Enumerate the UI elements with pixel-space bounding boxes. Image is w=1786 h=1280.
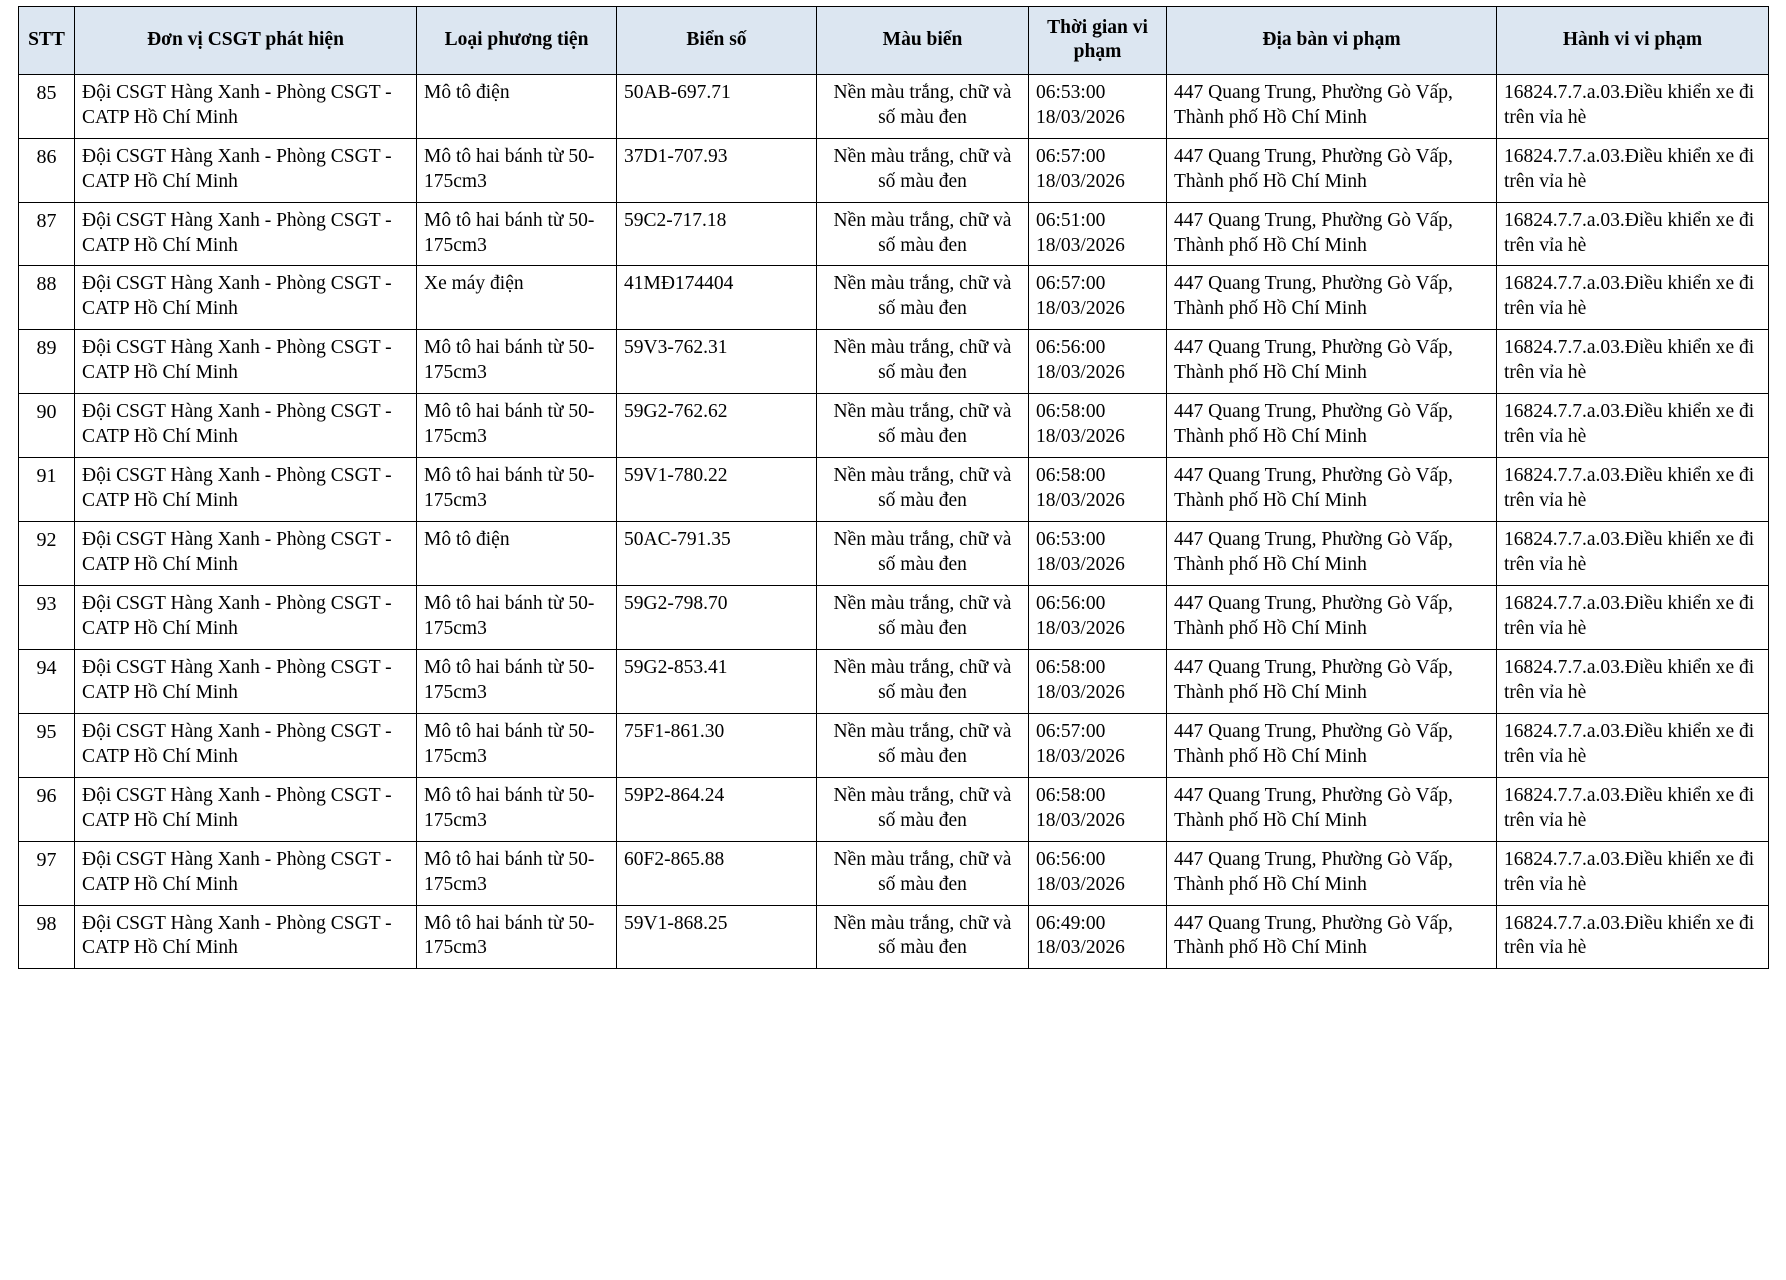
cell-stt: 89 [19,330,75,394]
table-row [19,202,1769,266]
cell-violation-behavior: 16824.7.7.a.03.Điều khiển xe đi trên vỉa hè [1497,202,1769,266]
cell-violation-time: 06:53:00 18/03/2026 [1029,74,1167,138]
cell-violation-behavior: 16824.7.7.a.03.Điều khiển xe đi trên vỉa hè [1497,266,1769,330]
cell-plate-number: 60F2-865.88 [617,841,817,905]
cell-violation-behavior: 16824.7.7.a.03.Điều khiển xe đi trên vỉa hè [1497,138,1769,202]
table-row [19,458,1769,522]
cell-vehicle-type: Mô tô hai bánh từ 50-175cm3 [417,841,617,905]
cell-stt: 94 [19,649,75,713]
table-header-row [19,7,1769,75]
cell-plate-number: 59V1-780.22 [617,458,817,522]
cell-violation-location: 447 Quang Trung, Phường Gò Vấp, Thành phố Hồ Chí Minh [1167,458,1497,522]
table-header [19,7,1769,75]
cell-unit: Đội CSGT Hàng Xanh - Phòng CSGT - CATP Hồ Chí Minh [75,394,417,458]
cell-violation-time: 06:57:00 18/03/2026 [1029,713,1167,777]
cell-violation-behavior: 16824.7.7.a.03.Điều khiển xe đi trên vỉa hè [1497,713,1769,777]
table-row [19,138,1769,202]
cell-stt: 98 [19,905,75,969]
cell-violation-location: 447 Quang Trung, Phường Gò Vấp, Thành phố Hồ Chí Minh [1167,649,1497,713]
cell-plate-number: 75F1-861.30 [617,713,817,777]
cell-unit: Đội CSGT Hàng Xanh - Phòng CSGT - CATP Hồ Chí Minh [75,458,417,522]
table-row [19,841,1769,905]
cell-violation-location: 447 Quang Trung, Phường Gò Vấp, Thành phố Hồ Chí Minh [1167,905,1497,969]
cell-violation-behavior: 16824.7.7.a.03.Điều khiển xe đi trên vỉa hè [1497,586,1769,650]
cell-plate-number: 59C2-717.18 [617,202,817,266]
cell-plate-number: 59P2-864.24 [617,777,817,841]
cell-plate-color: Nền màu trắng, chữ và số màu đen [817,586,1029,650]
cell-stt: 86 [19,138,75,202]
column-header-vehicle-type: Loại phương tiện [417,7,617,75]
column-header-stt: STT [19,7,75,75]
cell-violation-time: 06:57:00 18/03/2026 [1029,138,1167,202]
cell-violation-location: 447 Quang Trung, Phường Gò Vấp, Thành phố Hồ Chí Minh [1167,138,1497,202]
cell-plate-color: Nền màu trắng, chữ và số màu đen [817,266,1029,330]
cell-violation-location: 447 Quang Trung, Phường Gò Vấp, Thành phố Hồ Chí Minh [1167,586,1497,650]
cell-plate-color: Nền màu trắng, chữ và số màu đen [817,202,1029,266]
violations-table [18,6,1769,969]
cell-violation-time: 06:56:00 18/03/2026 [1029,330,1167,394]
cell-plate-number: 41MĐ174404 [617,266,817,330]
cell-stt: 93 [19,586,75,650]
cell-unit: Đội CSGT Hàng Xanh - Phòng CSGT - CATP Hồ Chí Minh [75,202,417,266]
cell-stt: 97 [19,841,75,905]
cell-violation-time: 06:58:00 18/03/2026 [1029,649,1167,713]
cell-violation-time: 06:58:00 18/03/2026 [1029,458,1167,522]
cell-vehicle-type: Mô tô hai bánh từ 50-175cm3 [417,138,617,202]
cell-violation-behavior: 16824.7.7.a.03.Điều khiển xe đi trên vỉa hè [1497,458,1769,522]
cell-violation-behavior: 16824.7.7.a.03.Điều khiển xe đi trên vỉa hè [1497,777,1769,841]
cell-vehicle-type: Mô tô hai bánh từ 50-175cm3 [417,586,617,650]
cell-violation-location: 447 Quang Trung, Phường Gò Vấp, Thành phố Hồ Chí Minh [1167,841,1497,905]
cell-violation-behavior: 16824.7.7.a.03.Điều khiển xe đi trên vỉa hè [1497,522,1769,586]
cell-plate-color: Nền màu trắng, chữ và số màu đen [817,522,1029,586]
cell-plate-number: 59V3-762.31 [617,330,817,394]
table-row [19,74,1769,138]
cell-plate-color: Nền màu trắng, chữ và số màu đen [817,649,1029,713]
cell-plate-color: Nền màu trắng, chữ và số màu đen [817,713,1029,777]
cell-plate-color: Nền màu trắng, chữ và số màu đen [817,138,1029,202]
cell-unit: Đội CSGT Hàng Xanh - Phòng CSGT - CATP Hồ Chí Minh [75,74,417,138]
cell-stt: 92 [19,522,75,586]
cell-plate-color: Nền màu trắng, chữ và số màu đen [817,777,1029,841]
cell-stt: 96 [19,777,75,841]
cell-stt: 85 [19,74,75,138]
cell-violation-location: 447 Quang Trung, Phường Gò Vấp, Thành phố Hồ Chí Minh [1167,713,1497,777]
cell-vehicle-type: Mô tô hai bánh từ 50-175cm3 [417,458,617,522]
cell-unit: Đội CSGT Hàng Xanh - Phòng CSGT - CATP Hồ Chí Minh [75,266,417,330]
cell-plate-color: Nền màu trắng, chữ và số màu đen [817,458,1029,522]
cell-violation-behavior: 16824.7.7.a.03.Điều khiển xe đi trên vỉa hè [1497,905,1769,969]
cell-violation-time: 06:51:00 18/03/2026 [1029,202,1167,266]
cell-plate-number: 59V1-868.25 [617,905,817,969]
table-body [19,74,1769,969]
cell-unit: Đội CSGT Hàng Xanh - Phòng CSGT - CATP Hồ Chí Minh [75,330,417,394]
cell-unit: Đội CSGT Hàng Xanh - Phòng CSGT - CATP Hồ Chí Minh [75,905,417,969]
cell-plate-color: Nền màu trắng, chữ và số màu đen [817,330,1029,394]
cell-violation-location: 447 Quang Trung, Phường Gò Vấp, Thành phố Hồ Chí Minh [1167,394,1497,458]
cell-stt: 90 [19,394,75,458]
cell-plate-number: 59G2-762.62 [617,394,817,458]
cell-violation-behavior: 16824.7.7.a.03.Điều khiển xe đi trên vỉa hè [1497,841,1769,905]
cell-violation-time: 06:58:00 18/03/2026 [1029,394,1167,458]
column-header-violation-location: Địa bàn vi phạm [1167,7,1497,75]
column-header-unit: Đơn vị CSGT phát hiện [75,7,417,75]
column-header-violation-time: Thời gian vi phạm [1029,7,1167,75]
cell-violation-location: 447 Quang Trung, Phường Gò Vấp, Thành phố Hồ Chí Minh [1167,777,1497,841]
cell-violation-time: 06:56:00 18/03/2026 [1029,586,1167,650]
table-row [19,905,1769,969]
cell-violation-time: 06:56:00 18/03/2026 [1029,841,1167,905]
cell-violation-time: 06:53:00 18/03/2026 [1029,522,1167,586]
cell-vehicle-type: Mô tô hai bánh từ 50-175cm3 [417,394,617,458]
table-row [19,266,1769,330]
cell-unit: Đội CSGT Hàng Xanh - Phòng CSGT - CATP Hồ Chí Minh [75,649,417,713]
cell-plate-number: 37D1-707.93 [617,138,817,202]
cell-violation-behavior: 16824.7.7.a.03.Điều khiển xe đi trên vỉa hè [1497,649,1769,713]
cell-plate-number: 50AC-791.35 [617,522,817,586]
cell-stt: 95 [19,713,75,777]
cell-violation-behavior: 16824.7.7.a.03.Điều khiển xe đi trên vỉa hè [1497,74,1769,138]
table-row [19,713,1769,777]
table-row [19,330,1769,394]
cell-unit: Đội CSGT Hàng Xanh - Phòng CSGT - CATP Hồ Chí Minh [75,138,417,202]
cell-vehicle-type: Mô tô hai bánh từ 50-175cm3 [417,330,617,394]
cell-violation-time: 06:58:00 18/03/2026 [1029,777,1167,841]
cell-violation-location: 447 Quang Trung, Phường Gò Vấp, Thành phố Hồ Chí Minh [1167,202,1497,266]
table-row [19,586,1769,650]
cell-stt: 91 [19,458,75,522]
table-row [19,649,1769,713]
cell-vehicle-type: Mô tô hai bánh từ 50-175cm3 [417,905,617,969]
cell-violation-behavior: 16824.7.7.a.03.Điều khiển xe đi trên vỉa hè [1497,330,1769,394]
cell-vehicle-type: Mô tô điện [417,522,617,586]
cell-violation-location: 447 Quang Trung, Phường Gò Vấp, Thành phố Hồ Chí Minh [1167,330,1497,394]
cell-vehicle-type: Mô tô hai bánh từ 50-175cm3 [417,713,617,777]
cell-violation-location: 447 Quang Trung, Phường Gò Vấp, Thành phố Hồ Chí Minh [1167,522,1497,586]
table-row [19,522,1769,586]
cell-violation-location: 447 Quang Trung, Phường Gò Vấp, Thành phố Hồ Chí Minh [1167,74,1497,138]
column-header-plate-color: Màu biển [817,7,1029,75]
cell-unit: Đội CSGT Hàng Xanh - Phòng CSGT - CATP Hồ Chí Minh [75,713,417,777]
cell-plate-number: 59G2-853.41 [617,649,817,713]
cell-vehicle-type: Mô tô điện [417,74,617,138]
table-row [19,394,1769,458]
cell-unit: Đội CSGT Hàng Xanh - Phòng CSGT - CATP Hồ Chí Minh [75,522,417,586]
cell-stt: 87 [19,202,75,266]
cell-stt: 88 [19,266,75,330]
cell-unit: Đội CSGT Hàng Xanh - Phòng CSGT - CATP Hồ Chí Minh [75,777,417,841]
cell-vehicle-type: Mô tô hai bánh từ 50-175cm3 [417,777,617,841]
cell-violation-time: 06:49:00 18/03/2026 [1029,905,1167,969]
cell-vehicle-type: Mô tô hai bánh từ 50-175cm3 [417,649,617,713]
cell-vehicle-type: Mô tô hai bánh từ 50-175cm3 [417,202,617,266]
cell-unit: Đội CSGT Hàng Xanh - Phòng CSGT - CATP Hồ Chí Minh [75,841,417,905]
cell-plate-color: Nền màu trắng, chữ và số màu đen [817,905,1029,969]
cell-unit: Đội CSGT Hàng Xanh - Phòng CSGT - CATP Hồ Chí Minh [75,586,417,650]
cell-plate-color: Nền màu trắng, chữ và số màu đen [817,394,1029,458]
cell-plate-color: Nền màu trắng, chữ và số màu đen [817,841,1029,905]
cell-violation-behavior: 16824.7.7.a.03.Điều khiển xe đi trên vỉa hè [1497,394,1769,458]
cell-plate-number: 59G2-798.70 [617,586,817,650]
cell-violation-time: 06:57:00 18/03/2026 [1029,266,1167,330]
cell-plate-color: Nền màu trắng, chữ và số màu đen [817,74,1029,138]
cell-vehicle-type: Xe máy điện [417,266,617,330]
cell-plate-number: 50AB-697.71 [617,74,817,138]
cell-violation-location: 447 Quang Trung, Phường Gò Vấp, Thành phố Hồ Chí Minh [1167,266,1497,330]
column-header-plate-number: Biển số [617,7,817,75]
column-header-violation-behavior: Hành vi vi phạm [1497,7,1769,75]
table-row [19,777,1769,841]
